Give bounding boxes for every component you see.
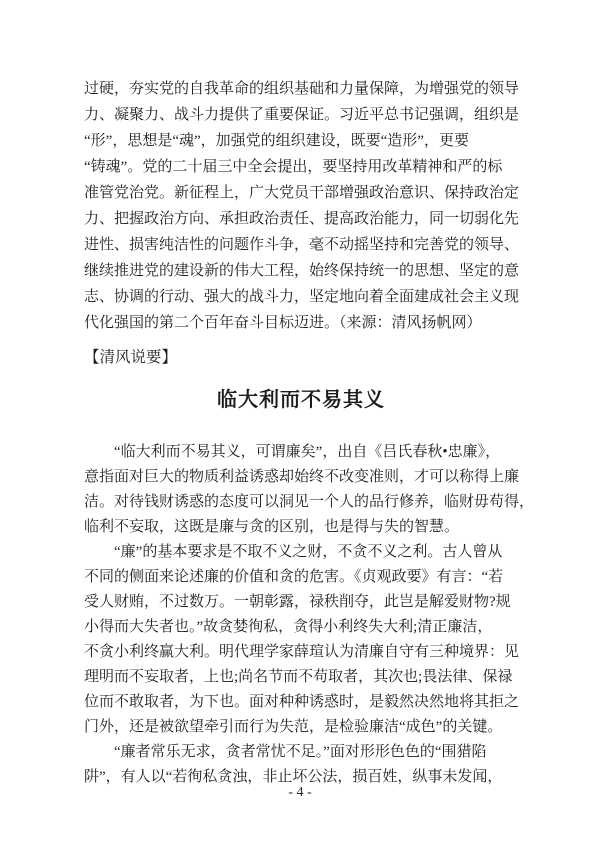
text-line: “临大利而不易其义，可谓廉矣”，出自《吕氏春秋•忠廉》， xyxy=(84,444,501,460)
text-line: 意指面对巨大的物质利益诱惑却始终不改变准则，才可以称得上廉 xyxy=(84,469,520,485)
text-line: 受人财贿，不过数万。一朝彰露，禄秩削夺，此岂是解爱财物?规 xyxy=(84,594,511,610)
text-line: 力、凝聚力、战斗力提供了重要保证。习近平总书记强调，组织是 xyxy=(84,107,520,123)
page-number: - 4 - xyxy=(288,785,312,800)
text-line: 临利不妄取，这既是廉与贪的区别，也是得与失的智慧。 xyxy=(84,519,460,535)
article-body xyxy=(84,440,535,790)
text-line: 小得而大失者也。”故贪婪徇私，贪得小利终失大利;清正廉洁， xyxy=(84,619,493,635)
text-line: 进性、损害纯洁性的问题作斗争，毫不动摇坚持和完善党的领导、 xyxy=(84,237,520,253)
text-line: 志、协调的行动、强大的战斗力，坚定地向着全面建成社会主义现 xyxy=(84,289,520,305)
paragraph xyxy=(84,740,518,790)
text-line: “形”，思想是“魂”，加强党的组织建设，既要“造形”，更要 xyxy=(84,133,469,149)
text-line: 代化强国的第二个百年奋斗目标迈进。（来源：清风扬帆网） xyxy=(84,315,482,331)
continuation-paragraph xyxy=(84,76,518,336)
page-content xyxy=(84,76,535,790)
text-line: “廉者常乐无求，贪者常忧不足。”面对形形色色的“围猎陷 xyxy=(84,744,487,760)
text-line: 位而不敢取者，为下也。面对种种诱惑时，是毅然决然地将其拒之 xyxy=(84,694,520,710)
text-line: 理明而不妄取者，上也;尚名节而不苟取者，其次也;畏法律、保禄 xyxy=(84,669,513,685)
text-line: “铸魂”。党的二十届三中全会提出，要坚持用改革精神和严的标 xyxy=(84,159,503,175)
article-title: 临大利而不易其义 xyxy=(217,389,385,411)
text-line: 准管党治党。新征程上，广大党员干部增强政治意识、保持政治定 xyxy=(84,185,520,201)
section-header: 【清风说要】 xyxy=(84,349,178,366)
text-line: 力、把握政治方向、承担政治责任、提高政治能力，同一切弱化先 xyxy=(84,211,520,227)
text-line: 门外，还是被欲望牵引而行为失范，是检验廉洁“成色”的关键。 xyxy=(84,719,503,735)
paragraph xyxy=(84,540,518,740)
paragraph xyxy=(84,440,535,540)
text-line: 阱”，有人以“若徇私贪浊，非止坏公法，损百姓，纵事未发闻， xyxy=(84,769,503,785)
text-line: 不同的侧面来论述廉的价值和贪的危害。《贞观政要》有言：“若 xyxy=(84,569,504,585)
text-line: 洁。对待钱财诱惑的态度可以洞见一个人的品行修养，临财毋苟得， xyxy=(84,494,535,510)
text-line: “廉”的基本要求是不取不义之财，不贪不义之利。古人曾从 xyxy=(84,544,503,560)
text-line: 继续推进党的建设新的伟大工程，始终保持统一的思想、坚定的意 xyxy=(84,263,520,279)
text-line: 过硬，夯实党的自我革命的组织基础和力量保障，为增强党的领导 xyxy=(84,81,520,97)
text-line: 不贪小利终赢大利。明代理学家薛瑄认为清廉自守有三种境界：见 xyxy=(84,644,520,660)
